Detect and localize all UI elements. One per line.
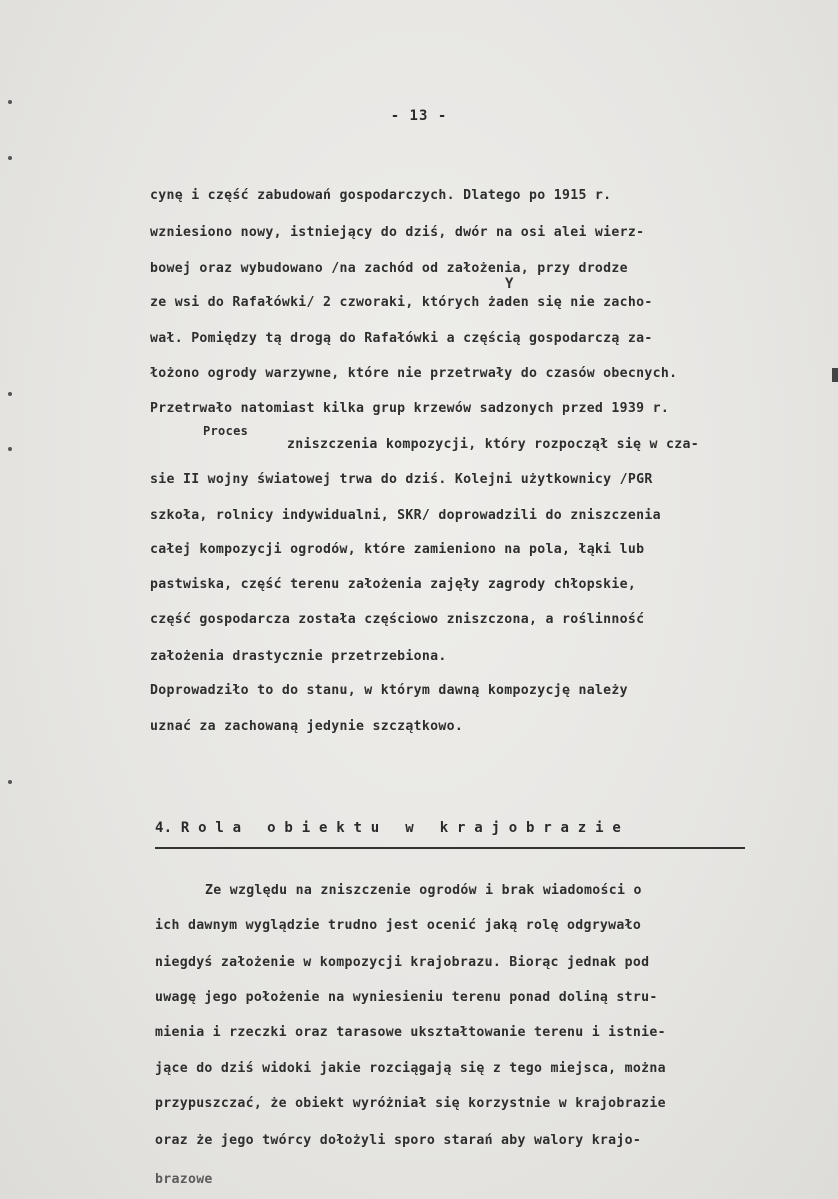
text-line: jące do dziś widoki jakie rozciągają się z tego miejsca, można [155, 1061, 666, 1076]
text-line: mienia i rzeczki oraz tarasowe ukształtowanie terenu i istnie- [155, 1025, 666, 1040]
text-line: niegdyś założenie w kompozycji krajobrazu. Biorąc jednak pod [155, 955, 650, 970]
section-heading: 4. R o l a o b i e k t u w k r a j o b r a z i e [155, 820, 621, 836]
punch-hole-mark [8, 392, 12, 396]
edge-mark [832, 368, 838, 382]
text-line: pastwiska, część terenu założenia zajęły zagrody chłopskie, [150, 577, 637, 592]
text-line: bowej oraz wybudowano /na zachód od założenia, przy drodze [150, 261, 628, 276]
text-line: część gospodarcza została częściowo zniszczona, a roślinność [150, 612, 645, 627]
text-line: oraz że jego twórcy dołożyli sporo starań aby walory krajo- [155, 1133, 642, 1148]
text-line: Przetrwało natomiast kilka grup krzewów sadzonych przed 1939 r. [150, 401, 670, 416]
text-line: całej kompozycji ogrodów, które zamieniono na pola, łąki lub [150, 542, 645, 557]
heading-underline [155, 847, 745, 849]
page-number: - 13 - [390, 108, 448, 124]
text-line: Ze względu na zniszczenie ogrodów i brak wiadomości o [205, 883, 642, 898]
punch-hole-mark [8, 780, 12, 784]
punch-hole-mark [8, 447, 12, 451]
text-line: szkoła, rolnicy indywidualni, SKR/ doprowadzili do zniszczenia [150, 508, 661, 523]
text-line: łożono ogrody warzywne, które nie przetrwały do czasów obecnych. [150, 366, 678, 381]
text-line: Doprowadziło to do stanu, w którym dawną kompozycję należy [150, 683, 628, 698]
text-line: brazowe [155, 1172, 213, 1187]
text-line: ich dawnym wyglądzie trudno jest ocenić jaką rolę odgrywało [155, 918, 642, 933]
text-line: zniszczenia kompozycji, który rozpoczął się w cza- [287, 437, 699, 452]
handwritten-insert-mark: Y [505, 276, 514, 292]
text-line: przypuszczać, że obiekt wyróżniał się korzystnie w krajobrazie [155, 1096, 666, 1111]
punch-hole-mark [8, 100, 12, 104]
text-line: ze wsi do Rafałówki/ 2 czworaki, których żaden się nie zacho- [150, 295, 653, 310]
text-line: cynę i część zabudowań gospodarczych. Dlatego po 1915 r. [150, 188, 612, 203]
text-line: założenia drastycznie przetrzebiona. [150, 649, 447, 664]
paragraph-lead-word: Proces [203, 424, 249, 438]
text-line: uwagę jego położenie na wyniesieniu terenu ponad doliną stru- [155, 990, 658, 1005]
text-line: wał. Pomiędzy tą drogą do Rafałówki a częścią gospodarczą za- [150, 331, 653, 346]
text-line: uznać za zachowaną jedynie szczątkowo. [150, 719, 464, 734]
punch-hole-mark [8, 156, 12, 160]
text-line: sie II wojny światowej trwa do dziś. Kolejni użytkownicy /PGR [150, 472, 653, 487]
text-line: wzniesiono nowy, istniejący do dziś, dwór na osi alei wierz- [150, 225, 645, 240]
